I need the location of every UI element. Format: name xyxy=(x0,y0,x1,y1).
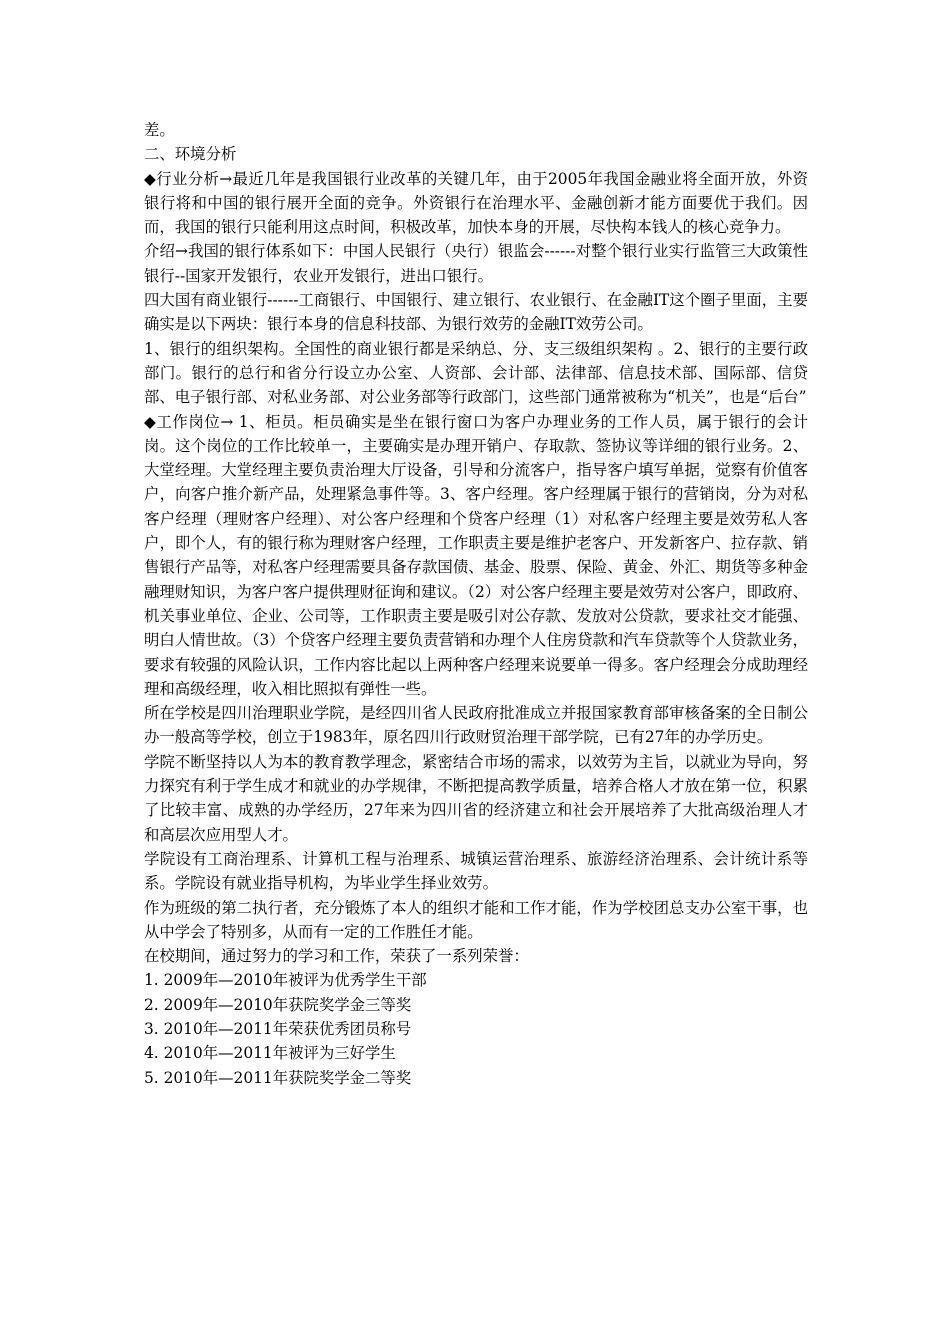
paragraph-honors-intro: 在校期间，通过努力的学习和工作，荣获了一系列荣誉： xyxy=(144,947,529,966)
paragraph-school-intro: 所在学校是四川治理职业学院，是经四川省人民政府批准成立并报国家教育部审核备案的全日制公办一般高等学校，创立于1983年，原名四川行政财贸治理干部学院，已有27年的办学历史。 xyxy=(144,704,808,747)
section-heading-environment-analysis: 二、环境分析 xyxy=(144,145,237,164)
honor-list-item: 2. 2009年—2010年获院奖学金三等奖 xyxy=(144,995,412,1014)
honor-list-item: 5. 2010年—2011年获院奖学金二等奖 xyxy=(144,1068,412,1087)
paragraph-school-philosophy: 学院不断坚持以人为本的教育教学理念，紧密结合市场的需求，以效劳为主旨，以就业为导向，努力探究有利于学生成才和就业的办学规律，不断把提高教学质量，培养合格人才放在第一位，积累了比较丰富、成熟的办学经历，27年来为四川省的经济建立和社会开展培养了大批高级治理人才和高层次应用型人才。 xyxy=(144,752,808,844)
document-page xyxy=(144,118,808,1090)
paragraph-school-departments: 学院设有工商治理系、计算机工程与治理系、城镇运营治理系、旅游经济治理系、会计统计系等系。学院设有就业指导机构，为毕业学生择业效劳。 xyxy=(144,849,808,893)
paragraph-state-owned-banks: 四大国有商业银行------工商银行、中国银行、建立银行、农业银行、在金融IT这个圈子里面，主要确实是以下两块：银行本身的信息科技部、为银行效劳的金融IT效劳公司。 xyxy=(144,291,808,334)
honor-list-item: 1. 2009年—2010年被评为优秀学生干部 xyxy=(144,971,427,990)
honor-list-item: 3. 2010年—2011年荣获优秀团员称号 xyxy=(144,1019,412,1038)
paragraph-continuation: 差。 xyxy=(144,121,175,139)
paragraph-job-positions: ◆工作岗位→ 1、柜员。柜员确实是坐在银行窗口为客户办理业务的工作人员，属于银行的会计岗。这个岗位的工作比较单一，主要确实是办理开销户、存取款、签协议等详细的银行业务。2、大堂经理。大堂经理主要负责治理大厅设备，引导和分流客户，指导客户填写单据，觉察有价值客户，向客户推介新产品，处理紧急事件等。3、客户经理。客户经理属于银行的营销岗，分为对私客户经理（理财客户经理）、对公客户经理和个贷客户经理（1）对私客户经理主要是效劳私人客户，即个人，有的银行称为理财客户经理，工作职责主要是维护老客户、开发新客户、拉存款、销售银行产品等，对私客户经理需要具备存款国债、基金、股票、保险、黄金、外汇、期货等多种金融理财知识，为客户客户提供理财征询和建议。（2）对公客户经理主要是效劳对公客户，即政府、机关事业单位、企业、公司等，工作职责主要是吸引对公存款、发放对公贷款，要求社交才能强、明白人情世故。（3）个贷客户经理主要负责营销和办理个人住房贷款和汽车贷款等个人贷款业务，要求有较强的风险认识，工作内容比起以上两种客户经理来说要单一得多。客户经理会分成助理经理和高级经理，收入相比照拟有弹性一些。 xyxy=(144,412,808,698)
paragraph-bank-organization: 1、银行的组织架构。全国性的商业银行都是采纳总、分、支三级组织架构 。2、银行的主要行政部门。银行的总行和省分行设立办公室、人资部、会计部、法律部、信息技术部、国际部、信贷部、电子银行部、对私业务部、对公业务部等行政部门，这些部门通常被称为“机关”，也是“后台” xyxy=(144,339,808,407)
honor-list-item: 4. 2010年—2011年被评为三好学生 xyxy=(144,1044,396,1063)
paragraph-personal-role: 作为班级的第二执行者，充分锻炼了本人的组织才能和工作才能，作为学校团总支办公室干事，也从中学会了特别多，从而有一定的工作胜任才能。 xyxy=(144,898,808,941)
paragraph-industry-analysis: ◆行业分析→最近几年是我国银行业改革的关键几年，由于2005年我国金融业将全面开放，外资银行将和中国的银行展开全面的竞争。外资银行在治理水平、金融创新才能方面要优于我们。因而，我国的银行只能利用这点时间，积极改革，加快本身的开展，尽快构本钱人的核心竞争力。 xyxy=(144,169,808,237)
paragraph-banking-system: 介绍→我国的银行体系如下：中国人民银行（央行）银监会------对整个银行业实行监管三大政策性银行--国家开发银行，农业开发银行，进出口银行。 xyxy=(144,242,808,285)
